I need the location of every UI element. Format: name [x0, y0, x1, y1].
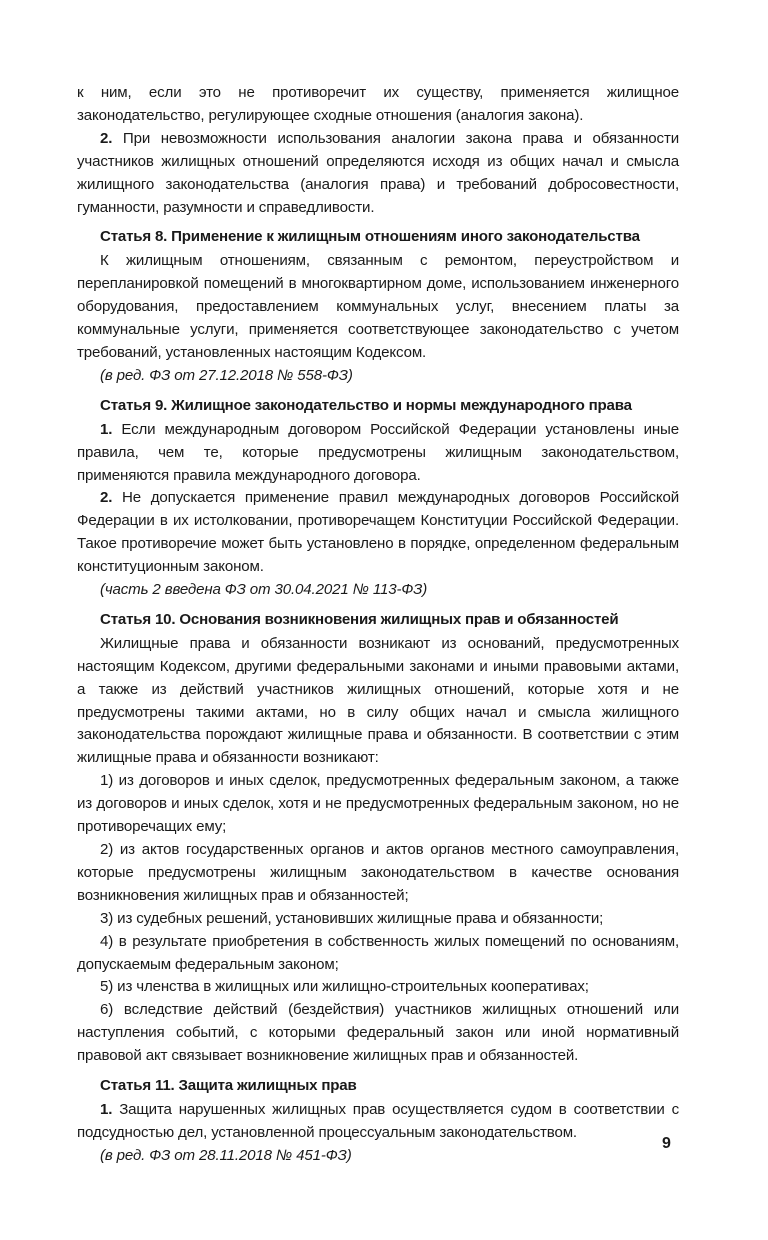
paragraph-art7-part2	[77, 128, 679, 220]
list-item: 1) из договоров и иных сделок, предусмотренных федеральным законом, а также из договоров и иных сделок, хотя и не предусмотренных федеральным законом, но не противоречащих ему;	[77, 772, 679, 836]
article-9-part1	[77, 419, 679, 488]
article-11-part1	[77, 1099, 679, 1145]
article-9-amendment-note: (часть 2 введена ФЗ от 30.04.2021 № 113-ФЗ)	[100, 581, 428, 599]
list-item: 6) вследствие действий (бездействия) участников жилищных отношений или наступления событий, с которыми федеральный закон или иной нормативный правовой акт связывает возникновение жилищных прав и обязанностей.	[77, 1001, 679, 1065]
list-item: 4) в результате приобретения в собственность жилых помещений по основаниям, допускаемым федеральным законом;	[77, 932, 679, 973]
article-8-heading: Статья 8. Применение к жилищным отношениям иного законодательства	[100, 228, 640, 246]
part-number: 1.	[100, 420, 113, 438]
paragraph-text: Защита нарушенных жилищных прав осуществляется судом в соответствии с подсудностью дел, установленной процессуальным законодательством.	[77, 1100, 679, 1141]
paragraph-text: При невозможности использования аналогии закона права и обязанности участников жилищных отношений определяются исходя из общих начал и смысла жилищного законодательства (аналогия права) и требований добросовестности, гуманности, разумности и справедливости.	[77, 129, 679, 216]
article-8-amendment-note: (в ред. ФЗ от 27.12.2018 № 558-ФЗ)	[100, 366, 353, 384]
article-11-heading: Статья 11. Защита жилищных прав	[100, 1077, 357, 1095]
page-number: 9	[662, 1135, 671, 1152]
part-number: 1.	[100, 1100, 113, 1118]
article-10-paragraph: Жилищные права и обязанности возникают из оснований, предусмотренных настоящим Кодексом, другими федеральными законами и иными правовыми актами, а также из действий участников жилищных отношений, которые хотя и не предусмотрены такими актами, но в силу общих начал и смысла жилищного законодательства порождают жилищные права и обязанности. В соответствии с этим жилищные права и обязанности возникают:	[77, 634, 679, 767]
paragraph-text: Если международным договором Российской Федерации установлены иные правила, чем те, которые предусмотрены жилищным законодательством, применяются правила международного договора.	[77, 420, 679, 484]
list-item: 2) из актов государственных органов и актов органов местного самоуправления, которые предусмотрены жилищным законодательством в качестве основания возникновения жилищных прав и обязанностей;	[77, 841, 679, 904]
paragraph-text: Не допускается применение правил международных договоров Российской Федерации в их истолковании, противоречащем Конституции Российской Федерации. Такое противоречие может быть установлено в порядке, определенном федеральным конституционным законом.	[77, 489, 679, 576]
article-9-heading: Статья 9. Жилищное законодательство и нормы международного права	[100, 396, 632, 414]
paragraph-continuation: к ним, если это не противоречит их существу, применяется жилищное законодательство, регулирующее сходные отношения (аналогия закона).	[77, 84, 679, 124]
list-item: 5) из членства в жилищных или жилищно-строительных кооперативах;	[100, 978, 589, 996]
part-number: 2.	[100, 129, 113, 147]
list-item: 3) из судебных решений, установивших жилищные права и обязанности;	[100, 909, 604, 927]
article-8-paragraph: К жилищным отношениям, связанным с ремонтом, переустройством и перепланировкой помещений в многоквартирном доме, использованием инженерного оборудования, предоставлением коммунальных услуг, внесением платы за коммунальные услуги, применяется соответствующее законодательство с учетом требований, установленных настоящим Кодексом.	[77, 252, 679, 361]
part-number: 2.	[100, 489, 113, 507]
article-9-part2	[77, 487, 679, 579]
article-11-amendment-note: (в ред. ФЗ от 28.11.2018 № 451-ФЗ)	[100, 1146, 352, 1164]
page-body	[77, 82, 679, 1168]
article-10-heading: Статья 10. Основания возникновения жилищных прав и обязанностей	[100, 610, 619, 628]
